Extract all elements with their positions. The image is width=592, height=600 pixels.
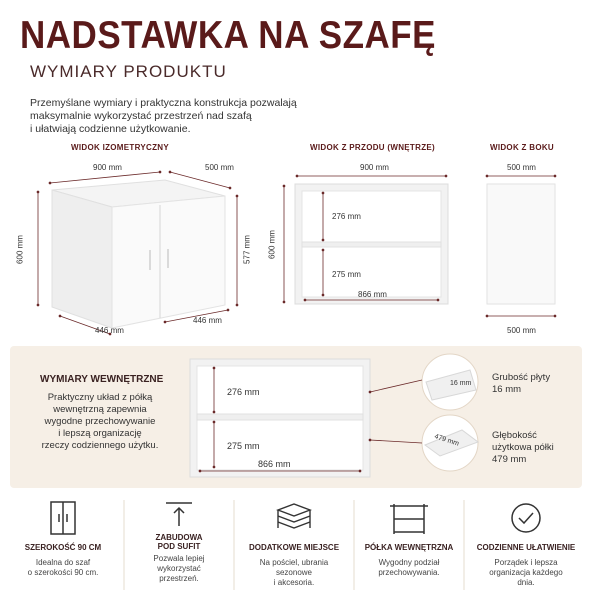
page-title: NADSTAWKA NA SZAFĘ bbox=[20, 14, 437, 57]
front-inner-width-dim: 866 mm bbox=[358, 290, 387, 299]
side-view-label: WIDOK Z BOKU bbox=[489, 143, 555, 152]
iso-door-left-dim: 446 mm bbox=[95, 326, 124, 335]
panel-upper-dim: 276 mm bbox=[227, 387, 260, 397]
iso-inner-height-dim: 577 mm bbox=[242, 235, 252, 264]
depth-badge: 479 mm bbox=[433, 433, 460, 448]
side-cabinet bbox=[487, 184, 555, 304]
front-width-dim: 900 mm bbox=[360, 163, 389, 172]
feature-title: SZEROKOŚĆ 90 CM bbox=[24, 543, 102, 552]
iso-cabinet bbox=[52, 180, 225, 328]
shelf-icon bbox=[354, 500, 464, 538]
feature-title: PÓŁKA WEWNĘTRZNA bbox=[364, 543, 454, 552]
iso-depth-dim: 500 mm bbox=[205, 163, 234, 172]
side-bottom-depth-dim: 500 mm bbox=[507, 326, 536, 335]
feature-desc: Wygodny podział przechowywania. bbox=[378, 558, 440, 577]
iso-width-dim: 900 mm bbox=[93, 163, 122, 172]
thickness-note: Grubość płyty 16 mm bbox=[492, 372, 551, 395]
intro-text: Przemyślane wymiary i praktyczna konstrukcja pozwalają maksymalnie wykorzystać przestrzeń nad szafą i ułatwiają codzienne użytkowanie. bbox=[30, 97, 297, 135]
front-height-dim: 600 mm bbox=[267, 230, 277, 259]
side-top-depth-dim: 500 mm bbox=[507, 163, 536, 172]
front-lower-dim: 275 mm bbox=[332, 270, 361, 279]
feature-daily bbox=[464, 500, 588, 588]
feature-shelf bbox=[354, 500, 464, 578]
iso-height-dim: 600 mm bbox=[15, 235, 25, 264]
front-upper-dim: 276 mm bbox=[332, 212, 361, 221]
feature-title: ZABUDOWA POD SUFIT bbox=[155, 533, 203, 551]
feature-ceiling bbox=[124, 500, 234, 584]
thickness-badge: 16 mm bbox=[450, 380, 472, 387]
iso-view-label: WIDOK IZOMETRYCZNY bbox=[71, 143, 169, 152]
iso-door-right-dim: 446 mm bbox=[193, 316, 222, 325]
depth-note: Głębokość użytkowa półki 479 mm bbox=[492, 430, 554, 465]
internal-text: Praktyczny układ z półką wewnętrzną zapewnia wygodne przechowywanie i lepszą organizację rzeczy codziennego użytku. bbox=[41, 392, 159, 451]
internal-title: WYMIARY WEWNĘTRZNE bbox=[40, 374, 164, 385]
feature-title: DODATKOWE MIEJSCE bbox=[248, 543, 340, 552]
check-circle-icon bbox=[464, 500, 588, 538]
panel-lower-dim: 275 mm bbox=[227, 441, 260, 451]
stacked-clothes-icon bbox=[234, 500, 354, 538]
feature-desc: Pozwala lepiej wykorzystać przestrzeń. bbox=[153, 554, 205, 583]
ceiling-arrow-icon bbox=[124, 500, 234, 528]
feature-desc: Porządek i lepsza organizacja każdego dnia. bbox=[489, 558, 563, 587]
page-subtitle: WYMIARY PRODUKTU bbox=[30, 62, 227, 81]
front-view-label: WIDOK Z PRZODU (WNĘTRZE) bbox=[310, 143, 435, 152]
feature-desc: Idealna do szaf o szerokości 90 cm. bbox=[27, 558, 99, 577]
wardrobe-icon bbox=[4, 500, 122, 538]
feature-title: CODZIENNE UŁATWIENIE bbox=[476, 543, 576, 552]
feature-desc: Na pościel, ubrania sezonowe i akcesoria. bbox=[259, 558, 329, 587]
feature-extra-space bbox=[234, 500, 354, 588]
front-cabinet bbox=[295, 184, 448, 304]
feature-width bbox=[4, 500, 122, 578]
panel-inner-width-dim: 866 mm bbox=[258, 459, 291, 469]
